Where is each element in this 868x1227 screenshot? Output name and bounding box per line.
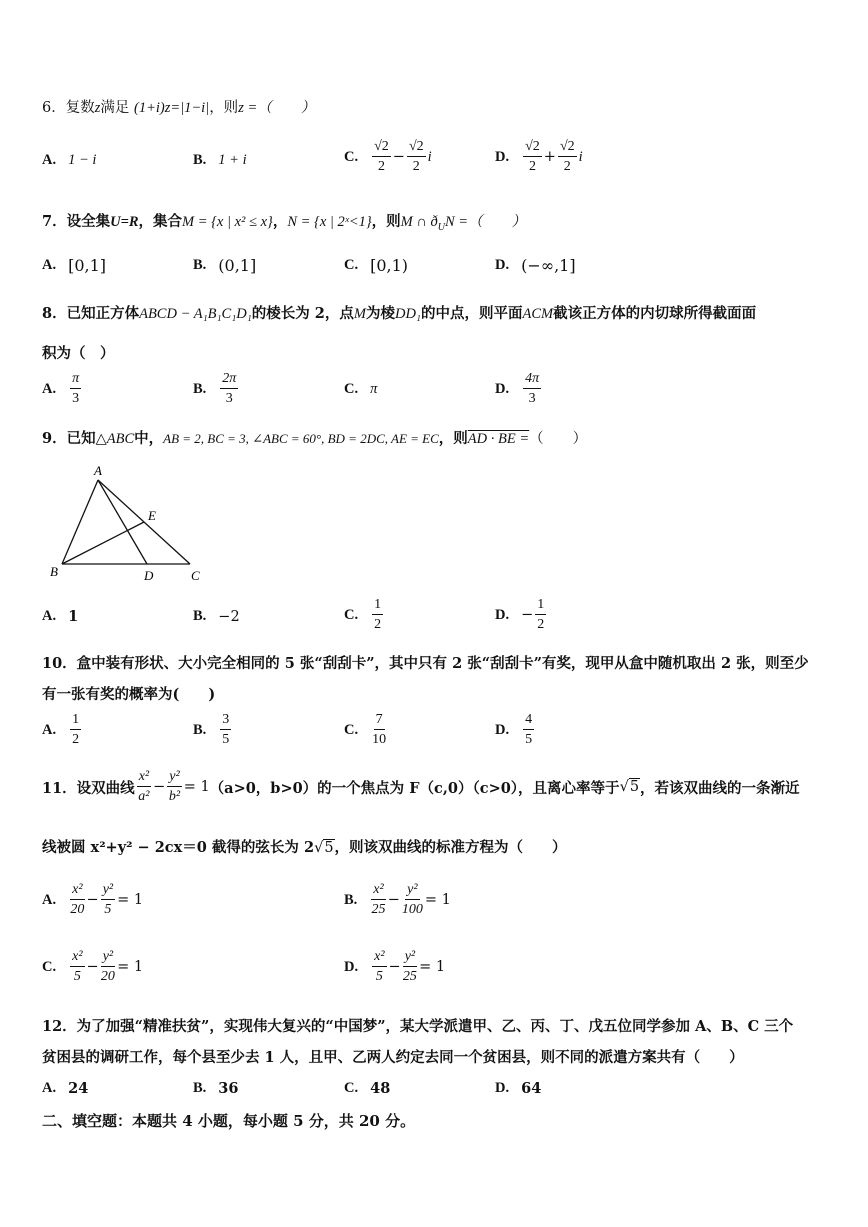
option-label: A. <box>42 891 57 908</box>
numerator: √2 <box>558 140 577 157</box>
denominator: 2 <box>72 732 80 747</box>
fraction <box>101 950 115 984</box>
q8-edge: DD₁ <box>394 306 421 322</box>
q9-stem <box>42 427 587 448</box>
label-d: D <box>144 568 154 583</box>
option-label: D. <box>495 721 510 738</box>
numerator: √2 <box>523 140 542 157</box>
q6-option-d[interactable] <box>495 140 583 174</box>
denominator: 25 <box>402 969 417 984</box>
q7-stem-prefix: 7．设全集 <box>42 213 111 230</box>
q8-text-c: 为棱 <box>365 305 395 322</box>
numerator: x² <box>70 950 84 967</box>
numerator: y² <box>403 950 417 967</box>
option-label: B. <box>344 891 358 908</box>
denominator: 5 <box>375 969 383 984</box>
numerator: y² <box>101 950 115 967</box>
option-label: C. <box>344 721 359 738</box>
denominator: 3 <box>225 391 233 406</box>
q7-stem-mid: ，集合 <box>138 213 182 230</box>
option-text: 36 <box>218 1080 239 1097</box>
denominator: 25 <box>371 902 386 917</box>
numerator: 7 <box>374 713 385 730</box>
q7-option-c[interactable] <box>344 256 408 275</box>
q11-option-c[interactable] <box>42 950 143 984</box>
segment-ab <box>62 480 98 564</box>
q6-option-a[interactable] <box>42 152 96 169</box>
label-e: E <box>148 508 156 523</box>
option-label: D. <box>495 148 510 165</box>
option-text: 24 <box>68 1080 89 1097</box>
label-a: A <box>94 463 102 478</box>
q7-option-d[interactable] <box>495 256 576 275</box>
operator: − <box>86 959 99 975</box>
q6-option-b[interactable] <box>193 152 247 169</box>
q6-variable: z <box>94 100 101 116</box>
q12-stem-line1: 12．为了加强“精准扶贫”，实现伟大复兴的“中国梦”，某大学派遣甲、乙、丙、丁、戊五位同学参加 A、B、C 三个 <box>42 1018 794 1035</box>
option-label: B. <box>193 257 207 273</box>
numerator: √2 <box>407 140 426 157</box>
q10-option-d[interactable] <box>495 713 536 747</box>
option-label: C. <box>344 1080 359 1096</box>
operator: − <box>86 892 99 908</box>
radicand: 5 <box>629 779 640 795</box>
option-label: A. <box>42 608 57 624</box>
q7-set-n: N = {x | 2ˣ<1} <box>287 214 372 230</box>
q12-option-d[interactable] <box>495 1080 541 1097</box>
option-label: D. <box>344 958 359 975</box>
option-text: (−∞,1] <box>521 256 576 275</box>
option-text: [0,1] <box>68 256 107 275</box>
q9-conditions: AB = 2, BC = 3, ∠ABC = 60°, BD = 2DC, AE = EC <box>163 431 439 446</box>
fraction <box>167 770 181 804</box>
fraction <box>523 140 542 174</box>
option-label: D. <box>495 380 510 397</box>
option-text: [0,1) <box>370 256 409 275</box>
q9-option-b[interactable] <box>193 608 240 625</box>
q8-text-e: 截该正方体的内切球所得截面面 <box>553 305 757 322</box>
q8-option-c[interactable] <box>344 381 377 398</box>
denominator: 2 <box>537 617 545 632</box>
operator: − <box>387 892 400 908</box>
q7-stem <box>42 210 526 233</box>
numerator: y² <box>101 883 115 900</box>
denominator: 2 <box>377 159 385 174</box>
q9-dot-product: AD · BE = <box>467 431 530 447</box>
q8-option-d[interactable] <box>495 372 543 406</box>
denominator: 5 <box>73 969 81 984</box>
option-label: D. <box>495 606 510 623</box>
q7-option-a[interactable] <box>42 256 106 275</box>
option-text: 64 <box>521 1080 542 1097</box>
q7-expr-sub: U <box>437 221 445 233</box>
fraction <box>371 883 385 917</box>
q7-stem-suffix: ，则 <box>371 213 401 230</box>
option-text: 48 <box>370 1080 391 1097</box>
option-label: A. <box>42 721 57 738</box>
denominator: b² <box>168 789 181 804</box>
fraction <box>137 770 151 804</box>
q6-stem-prefix: 6．复数 <box>42 100 95 116</box>
fraction <box>535 598 546 632</box>
q8-stem-line2: 积为（ ） <box>42 345 115 362</box>
denominator: 2 <box>563 159 571 174</box>
label-c: C <box>191 568 200 583</box>
denominator: 5 <box>104 902 112 917</box>
sqrt-expression: √5 <box>314 840 334 856</box>
q7-set-m: M = {x | x² ≤ x} <box>182 214 273 230</box>
q6-stem-mid: 满足 <box>100 100 130 116</box>
q7-expr: M ∩ ð <box>400 214 438 230</box>
denominator: 3 <box>72 391 80 406</box>
section-heading: 二、填空题：本题共 4 小题，每小题 5 分，共 20 分。 <box>42 1112 416 1130</box>
numerator: 2π <box>220 372 238 389</box>
operator: − <box>392 149 405 165</box>
option-label: B. <box>193 608 207 624</box>
numerator: y² <box>167 770 181 787</box>
denominator: 3 <box>528 391 536 406</box>
option-text: −2 <box>218 608 240 625</box>
sqrt-expression: √5 <box>619 779 640 795</box>
q9-paren: （ ） <box>529 431 588 447</box>
operator: − <box>388 959 401 975</box>
q8-option-b[interactable] <box>193 372 240 406</box>
denominator: 2 <box>528 159 536 174</box>
q8-plane: ACM <box>522 306 554 322</box>
denominator: 2 <box>412 159 420 174</box>
numerator: x² <box>372 950 386 967</box>
option-text: 1 <box>68 608 79 625</box>
denominator: 5 <box>525 732 533 747</box>
q7-comma: ， <box>272 213 288 230</box>
denominator: 10 <box>372 732 387 747</box>
equals-one: = 1 <box>419 959 446 975</box>
option-text: (0,1] <box>218 256 257 275</box>
option-label: C. <box>344 148 359 165</box>
numerator: y² <box>405 883 419 900</box>
denominator: 20 <box>100 969 115 984</box>
option-label: D. <box>495 257 510 273</box>
equals-one: = 1 <box>117 892 144 908</box>
option-text: π <box>370 381 378 397</box>
denominator: 5 <box>222 732 230 747</box>
numerator: 1 <box>372 598 383 615</box>
q12-option-a[interactable] <box>42 1080 88 1097</box>
q9-option-d[interactable] <box>495 598 548 632</box>
q9-text-c: ，则 <box>438 430 468 447</box>
numerator: x² <box>70 883 84 900</box>
fraction <box>372 713 386 747</box>
q9-text-b: 中， <box>134 430 164 447</box>
q11-line2-a: 线被圆 x²+y² − 2cx＝0 截得的弦长为 2 <box>42 839 315 856</box>
fraction <box>403 950 417 984</box>
q11-option-b[interactable] <box>344 883 451 917</box>
q10-option-b[interactable] <box>193 713 233 747</box>
denominator: 100 <box>401 902 423 917</box>
q8-text-d: 的中点，则平面 <box>420 305 523 322</box>
fraction <box>407 140 426 174</box>
q6-equation: (1+i)z=|1−i| <box>134 100 210 116</box>
denominator: a² <box>138 789 150 804</box>
fraction <box>220 713 231 747</box>
option-text: 1 + i <box>218 152 247 168</box>
option-label: C. <box>42 958 57 975</box>
numerator: x² <box>137 770 151 787</box>
equals-one: = 1 <box>424 892 451 908</box>
q11-stem-line1 <box>42 770 800 804</box>
segment-be <box>62 522 144 564</box>
fraction <box>523 713 534 747</box>
denominator: 2 <box>374 617 382 632</box>
option-label: C. <box>344 606 359 623</box>
operator: − <box>153 779 166 795</box>
equals-one: = 1 <box>117 959 144 975</box>
operator: + <box>543 149 556 165</box>
imag-unit: i <box>578 148 583 165</box>
denominator: 20 <box>70 902 85 917</box>
q11-stem-line2 <box>42 836 567 857</box>
option-text: 1 − i <box>68 152 97 168</box>
numerator: 4 <box>523 713 534 730</box>
option-sign: − <box>521 607 534 623</box>
numerator: 4π <box>523 372 541 389</box>
option-label: B. <box>193 721 207 738</box>
numerator: 1 <box>535 598 546 615</box>
q6-ask: z =（ ） <box>238 100 316 116</box>
q9-triangle-figure <box>40 458 220 588</box>
option-label: C. <box>344 257 359 273</box>
q10-stem-line2: 有一张有奖的概率为( ) <box>42 686 216 703</box>
q12-option-c[interactable] <box>344 1080 390 1097</box>
q7-universe: U=R <box>110 214 139 230</box>
fraction <box>70 950 84 984</box>
fraction <box>101 883 115 917</box>
q9-triangle: △ABC <box>95 431 135 447</box>
q9-option-c[interactable] <box>344 598 385 632</box>
fraction <box>70 883 84 917</box>
imag-unit: i <box>427 148 432 165</box>
q11-prefix: 11．设双曲线 <box>42 779 135 797</box>
q8-text-b: 的棱长为 2，点 <box>251 305 354 322</box>
q10-option-c[interactable] <box>344 713 388 747</box>
option-label: C. <box>344 381 359 397</box>
fraction <box>220 372 238 406</box>
numerator: √2 <box>372 140 391 157</box>
q11-line2-b: ，则该双曲线的标准方程为（ ） <box>334 839 567 856</box>
fraction <box>372 950 386 984</box>
q10-option-a[interactable] <box>42 713 83 747</box>
fraction <box>70 372 81 406</box>
option-label: B. <box>193 380 207 397</box>
option-label: B. <box>193 1080 207 1096</box>
fraction <box>372 140 391 174</box>
segment-ad <box>98 480 147 564</box>
option-label: A. <box>42 152 57 168</box>
label-b: B <box>50 564 58 579</box>
q8-cube: ABCD − A₁B₁C₁D₁ <box>139 306 252 322</box>
q8-stem-line1 <box>42 302 756 323</box>
option-label: D. <box>495 1080 510 1096</box>
numerator: 1 <box>70 713 81 730</box>
q6-stem-suffix: ，则 <box>209 100 239 116</box>
numerator: π <box>70 372 81 389</box>
q11-option-a[interactable] <box>42 883 143 917</box>
q11-condition: （a>0，b>0）的一个焦点为 F（c,0）（c>0），且离心率等于 <box>209 779 620 797</box>
fraction <box>558 140 577 174</box>
radicand: 5 <box>324 840 334 856</box>
q8-option-a[interactable] <box>42 372 83 406</box>
fraction <box>372 598 383 632</box>
equation-tail: = 1 <box>183 779 210 795</box>
option-label: A. <box>42 380 57 397</box>
numerator: 3 <box>220 713 231 730</box>
q11-option-d[interactable] <box>344 950 445 984</box>
q7-expr-tail: N =（ ） <box>444 214 527 230</box>
option-label: B. <box>193 152 207 168</box>
q12-option-b[interactable] <box>193 1080 238 1097</box>
fraction <box>523 372 541 406</box>
q11-condition-tail: ，若该双曲线的一条渐近 <box>640 779 800 797</box>
fraction <box>402 883 423 917</box>
q6-stem <box>42 96 315 117</box>
q12-stem-line2: 贫困县的调研工作，每个县至少去 1 人，且甲、乙两人约定去同一个贫困县，则不同的派遣方案共有（ ） <box>42 1049 744 1066</box>
q6-option-c[interactable] <box>344 140 432 174</box>
option-label: A. <box>42 1080 57 1096</box>
numerator: x² <box>371 883 385 900</box>
option-label: A. <box>42 257 57 273</box>
q7-option-b[interactable] <box>193 256 256 275</box>
q8-point-m: M <box>353 306 366 322</box>
fraction <box>70 713 81 747</box>
q8-text-a: 8．已知正方体 <box>42 305 140 322</box>
q10-stem-line1: 10．盒中装有形状、大小完全相同的 5 张“刮刮卡”，其中只有 2 张“刮刮卡”有奖，现甲从盒中随机取出 2 张，则至少 <box>42 655 809 672</box>
q9-text-a: 9．已知 <box>42 430 96 447</box>
q9-option-a[interactable] <box>42 608 78 625</box>
